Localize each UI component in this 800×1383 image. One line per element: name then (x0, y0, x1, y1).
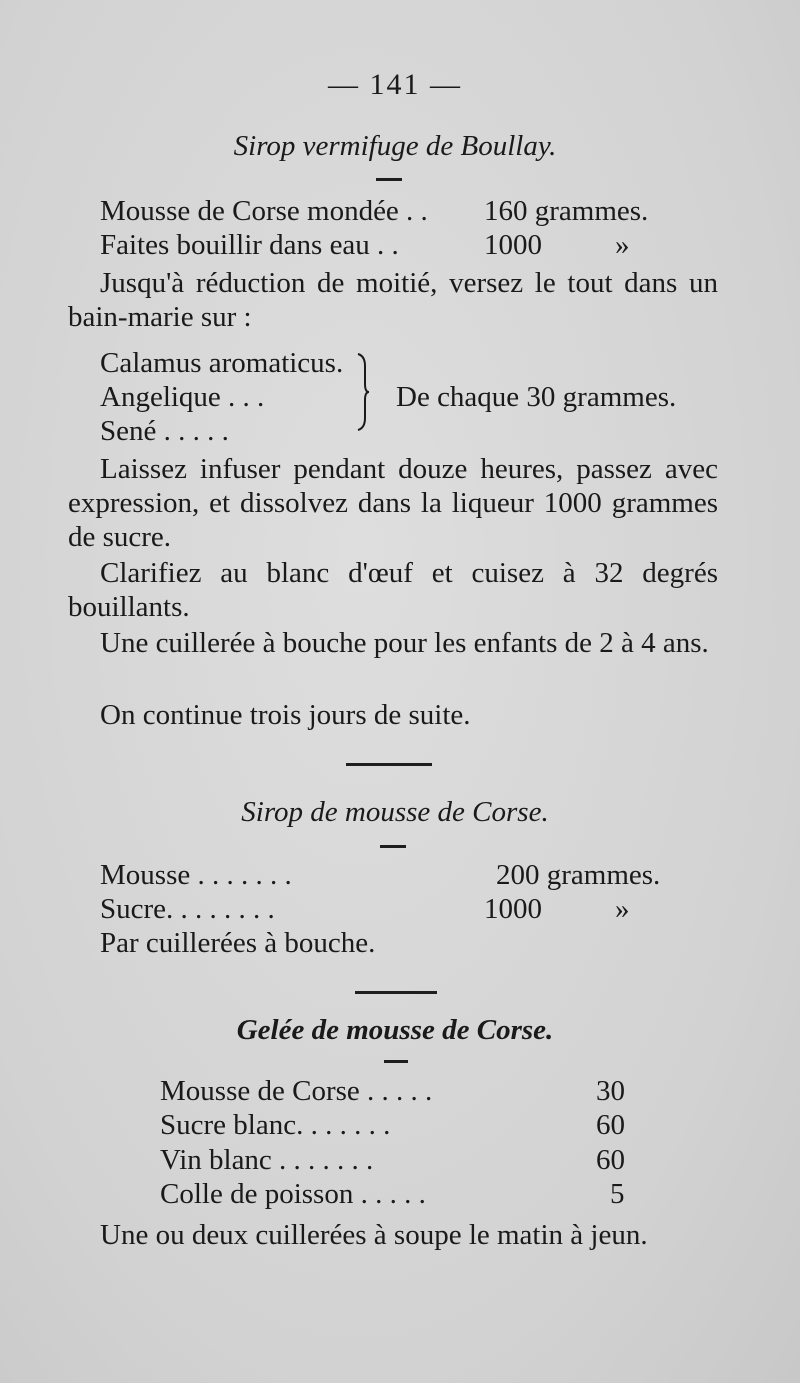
paragraph: On continue trois jours de suite. (100, 699, 471, 731)
ingredient-name: Mousse de Corse mondée . . (100, 195, 428, 227)
ingredient-quantity: 60 (596, 1109, 625, 1141)
title-rule (380, 845, 406, 848)
ingredient-quantity: 1000 (484, 893, 542, 925)
ingredient-quantity: 60 (596, 1144, 625, 1176)
ingredient-quantity: 5 (610, 1178, 625, 1210)
ingredient-name: Sucre blanc. . . . . . . (160, 1109, 391, 1141)
section-divider (355, 991, 437, 994)
dosage-note: Une ou deux cuillerées à soupe le matin à jeun. (100, 1219, 648, 1251)
ingredient-quantity: 30 (596, 1075, 625, 1107)
paragraph: Une cuillerée à bouche pour les enfants de 2 à 4 ans. (100, 627, 709, 659)
herb-item: Angelique . . . (100, 381, 265, 413)
herb-item: Calamus aromaticus. (100, 347, 344, 379)
section3-title: Gelée de mousse de Corse. (236, 1014, 554, 1046)
section2-title: Sirop de mousse de Corse. (241, 796, 549, 828)
section1-title: Sirop vermifuge de Boullay. (233, 130, 557, 162)
ingredient-quantity: 200 grammes. (496, 859, 661, 891)
paragraph: Laissez infuser pendant douze heures, passez avec expression, et dissolvez dans la liqueur 1000 grammes de sucre. (68, 453, 718, 553)
ingredient-name: Sucre. . . . . . . . (100, 893, 275, 925)
title-rule (384, 1060, 408, 1063)
ingredient-quantity: 160 grammes. (484, 195, 649, 227)
page-number: — 141 — (328, 68, 462, 101)
section-divider (346, 763, 432, 766)
herb-dose: De chaque 30 grammes. (396, 381, 677, 413)
curly-brace-icon (356, 352, 370, 432)
ditto-mark: » (615, 893, 630, 925)
dosage-note: Par cuillerées à bouche. (100, 927, 376, 959)
herb-item: Sené . . . . . (100, 415, 229, 447)
ingredient-quantity: 1000 (484, 229, 542, 261)
ingredient-name: Mousse de Corse . . . . . (160, 1075, 433, 1107)
ingredient-name: Mousse . . . . . . . (100, 859, 292, 891)
title-rule (376, 178, 402, 181)
instruction-line: Faites bouillir dans eau . . (100, 229, 399, 261)
ingredient-name: Vin blanc . . . . . . . (160, 1144, 374, 1176)
ditto-mark: » (615, 229, 630, 261)
paragraph: Clarifiez au blanc d'œuf et cuisez à 32 degrés bouillants. (68, 557, 718, 623)
ingredient-name: Colle de poisson . . . . . (160, 1178, 426, 1210)
paragraph: Jusqu'à réduction de moitié, versez le tout dans un bain-marie sur : (68, 267, 718, 333)
